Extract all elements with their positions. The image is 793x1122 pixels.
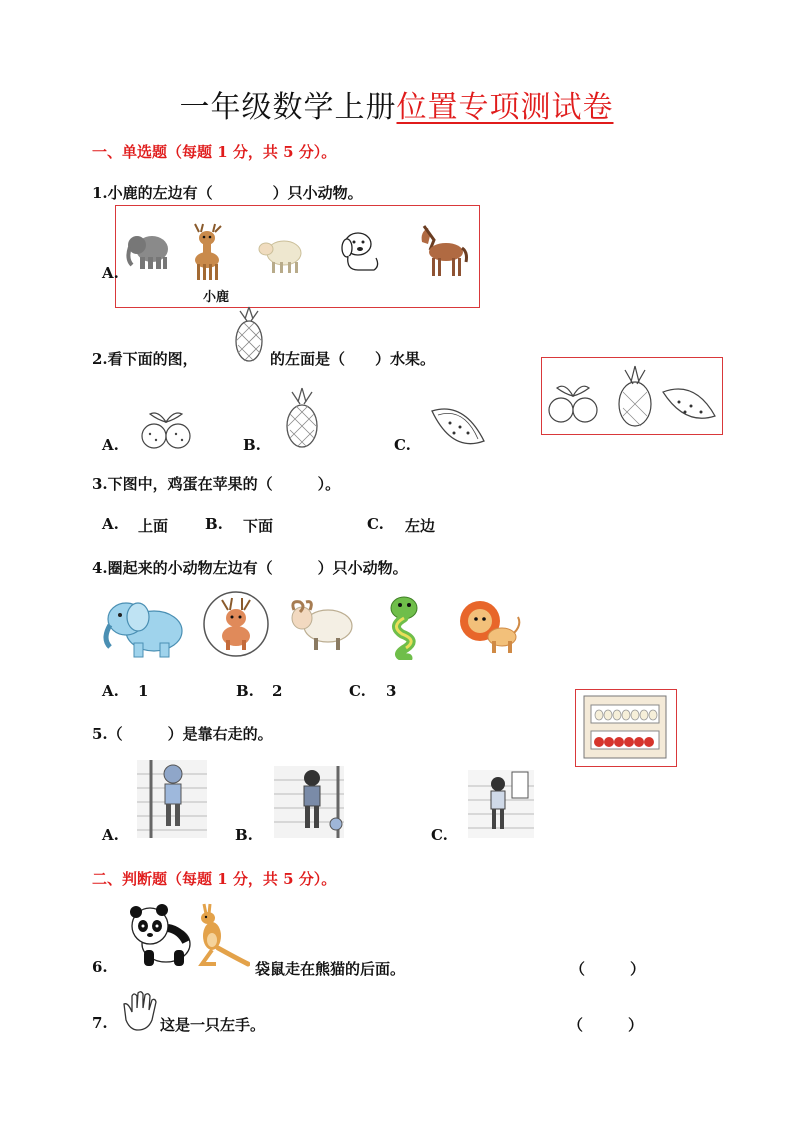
question-7-text: 这是一只左手。 (160, 1016, 266, 1034)
question-4-option-c-label: C. (349, 682, 366, 700)
title-main: 一年级数学上册 (179, 90, 397, 125)
circled-deer-icon (202, 590, 270, 658)
question-1-option-a: A. (102, 264, 119, 282)
question-6-answer-blank[interactable]: （ ） (570, 960, 646, 978)
question-3-option-b-text: 下面 (243, 517, 274, 535)
question-3-option-c-label: C. (367, 515, 384, 533)
question-4-text: 4.圈起来的小动物左边有（ ）只小动物。 (92, 559, 408, 577)
page-title (0, 82, 793, 126)
title-highlight: 位置专项测试卷 (396, 90, 614, 125)
ram-icon (286, 598, 356, 654)
question-4-option-a-label: A. (102, 682, 119, 700)
watermelon-icon (428, 403, 486, 449)
question-7-number: 7. (92, 1014, 108, 1032)
question-3-option-b-label: B. (205, 515, 223, 533)
question-7-answer-blank[interactable]: （ ） (568, 1016, 644, 1034)
egg-apple-shelf-icon (583, 695, 667, 759)
section-heading-single-choice: 一、单选题（每题 1 分，共 5 分）。 (92, 143, 337, 161)
pineapple-icon (232, 305, 266, 363)
question-5-text: 5.（ ）是靠右走的。 (92, 725, 273, 743)
panda-icon (122, 902, 194, 968)
horse-icon (414, 222, 470, 278)
question-2-option-b-label: B. (243, 436, 261, 454)
question-5-option-c-label: C. (431, 826, 448, 844)
question-3-option-a-label: A. (102, 515, 119, 533)
question-2-option-a-label: A. (102, 436, 119, 454)
fruits-row-icon (545, 362, 717, 430)
hand-icon (118, 990, 160, 1032)
elephant-blue-icon (100, 593, 188, 661)
question-2-text-after: 的左面是（ ）水果。 (270, 350, 436, 368)
question-4-option-b-text: 2 (272, 682, 283, 700)
question-1-text: 1.小鹿的左边有（ ）只小动物。 (92, 184, 363, 202)
pineapple-option-icon (282, 386, 322, 448)
sheep-icon (258, 235, 306, 275)
question-4-option-b-label: B. (236, 682, 254, 700)
question-2-option-c-label: C. (394, 436, 411, 454)
question-3-text: 3.下图中，鸡蛋在苹果的（ ）。 (92, 475, 341, 493)
question-6-text: 袋鼠走在熊猫的后面。 (255, 960, 406, 978)
lion-icon (456, 597, 522, 657)
question-3-option-a-text: 上面 (138, 517, 169, 535)
elephant-icon (124, 225, 172, 273)
question-4-option-c-text: 3 (386, 682, 397, 700)
question-2-text-before: 2.看下面的图， (92, 350, 198, 368)
deer-label: 小鹿 (203, 290, 230, 305)
question-4-option-a-text: 1 (138, 682, 149, 700)
snake-icon (378, 594, 432, 660)
question-3-option-c-text: 左边 (405, 517, 436, 535)
kangaroo-icon (192, 902, 250, 968)
question-5-option-a-label: A. (102, 826, 119, 844)
stairs-scene-a-icon (137, 760, 207, 838)
section-heading-true-false: 二、判断题（每题 1 分，共 5 分）。 (92, 870, 337, 888)
stairs-scene-c-icon (468, 770, 534, 838)
stairs-scene-b-icon (274, 766, 344, 838)
kiwi-fruit-icon (136, 408, 198, 450)
dog-icon (334, 226, 384, 274)
question-5-option-b-label: B. (235, 826, 253, 844)
question-6-number: 6. (92, 958, 108, 976)
deer-icon (185, 222, 229, 284)
